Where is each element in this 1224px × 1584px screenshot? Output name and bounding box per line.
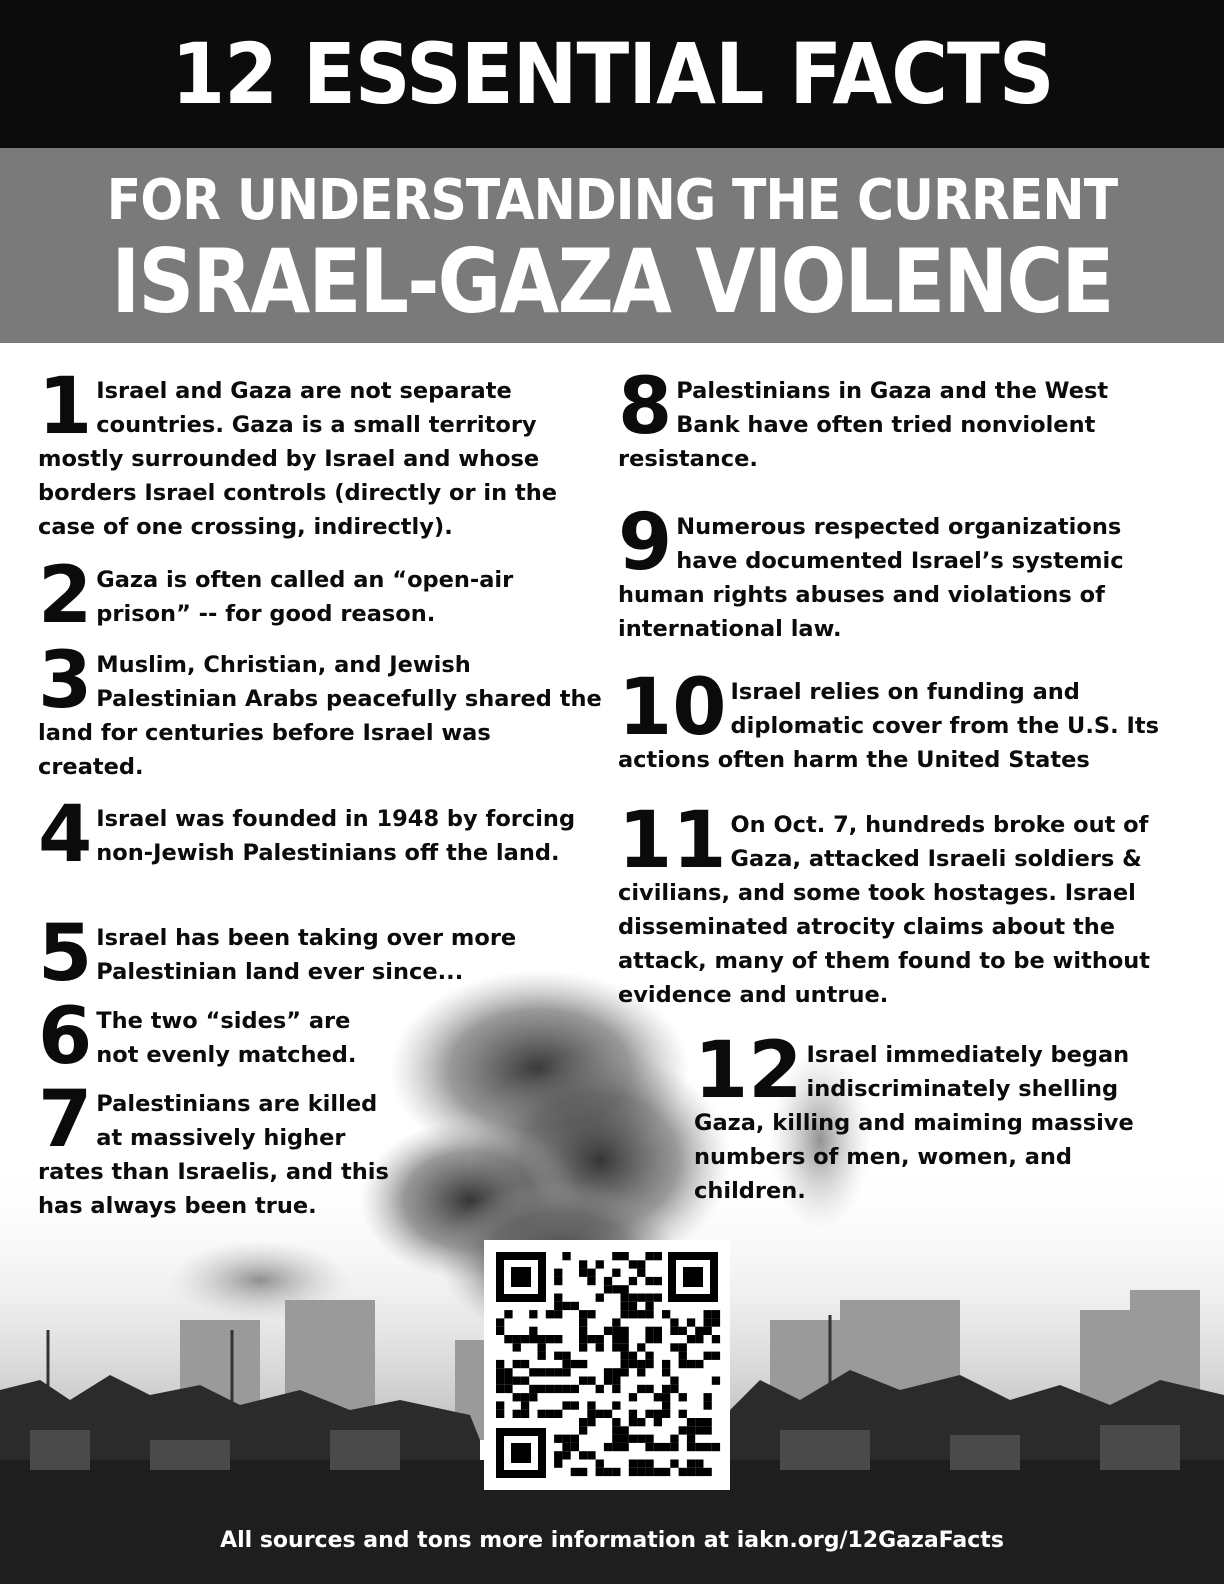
fact-number: 2: [38, 551, 93, 641]
fact-text: Palestinians in Gaza and the West Bank have often tried nonviolent resistance.: [618, 378, 1109, 472]
fact-number: 5: [38, 909, 93, 999]
fact-number: 3: [38, 636, 93, 726]
fact-number: 9: [618, 498, 673, 588]
fact-2: [38, 551, 598, 641]
fact-number: 7: [38, 1075, 93, 1165]
qr-code[interactable]: [484, 1240, 730, 1490]
fact-text: Palestinians are killed at massively higher rates than Israelis, and this has always been true.: [38, 1091, 389, 1219]
fact-9: [618, 498, 1158, 646]
fact-4: [38, 790, 598, 880]
fact-text: Israel has been taking over more Palestinian land ever since...: [96, 925, 517, 985]
fact-text: Israel immediately began indiscriminately shelling Gaza, killing and maiming massive numbers of men, women, and children.: [694, 1042, 1134, 1204]
fact-number: 11: [618, 796, 727, 886]
fact-text: Israel relies on funding and diplomatic cover from the U.S. Its actions often harm the United States: [618, 679, 1159, 773]
fact-number: 6: [38, 992, 93, 1082]
fact-7: [38, 1075, 408, 1223]
fact-text: Israel was founded in 1948 by forcing non-Jewish Palestinians off the land.: [96, 806, 576, 866]
fact-number: 12: [694, 1026, 803, 1116]
fact-number: 1: [38, 362, 93, 452]
subtitle-banner: [0, 148, 1224, 343]
page-title: 12 ESSENTIAL FACTS: [170, 25, 1054, 123]
fact-10: [618, 663, 1178, 777]
fact-text: Israel and Gaza are not separate countries. Gaza is a small territory mostly surrounded by Israel and whose borders Israel controls (directly or in the case of one crossing, indirectly).: [38, 378, 558, 540]
fact-text: The two “sides” are not evenly matched.: [96, 1008, 357, 1068]
fact-3: [38, 636, 603, 784]
fact-1: [38, 362, 598, 544]
subtitle-line-1: FOR UNDERSTANDING THE CURRENT: [106, 168, 1118, 233]
fact-number: 10: [618, 663, 727, 753]
fact-text: Muslim, Christian, and Jewish Palestinian Arabs peacefully shared the land for centuries before Israel was created.: [38, 652, 602, 780]
title-banner: [0, 0, 1224, 148]
fact-5: [38, 909, 558, 999]
fact-text: On Oct. 7, hundreds broke out of Gaza, attacked Israeli soldiers & civilians, and some took hostages. Israel disseminated atrocity claims about the attack, many of them found to be without evidence and untrue.: [618, 812, 1151, 1008]
fact-12: [694, 1026, 1174, 1208]
fact-8: [618, 362, 1178, 476]
fact-number: 4: [38, 790, 93, 880]
fact-6: [38, 992, 388, 1082]
fact-text: Numerous respected organizations have documented Israel’s systemic human rights abuses and violations of international law.: [618, 514, 1124, 642]
subtitle-line-2: ISRAEL-GAZA VIOLENCE: [111, 230, 1113, 333]
fact-11: [618, 796, 1178, 1012]
fact-text: Gaza is often called an “open-air prison” -- for good reason.: [96, 567, 514, 627]
fact-number: 8: [618, 362, 673, 452]
footer-sources-text: All sources and tons more information at iakn.org/12GazaFacts: [220, 1528, 1004, 1553]
